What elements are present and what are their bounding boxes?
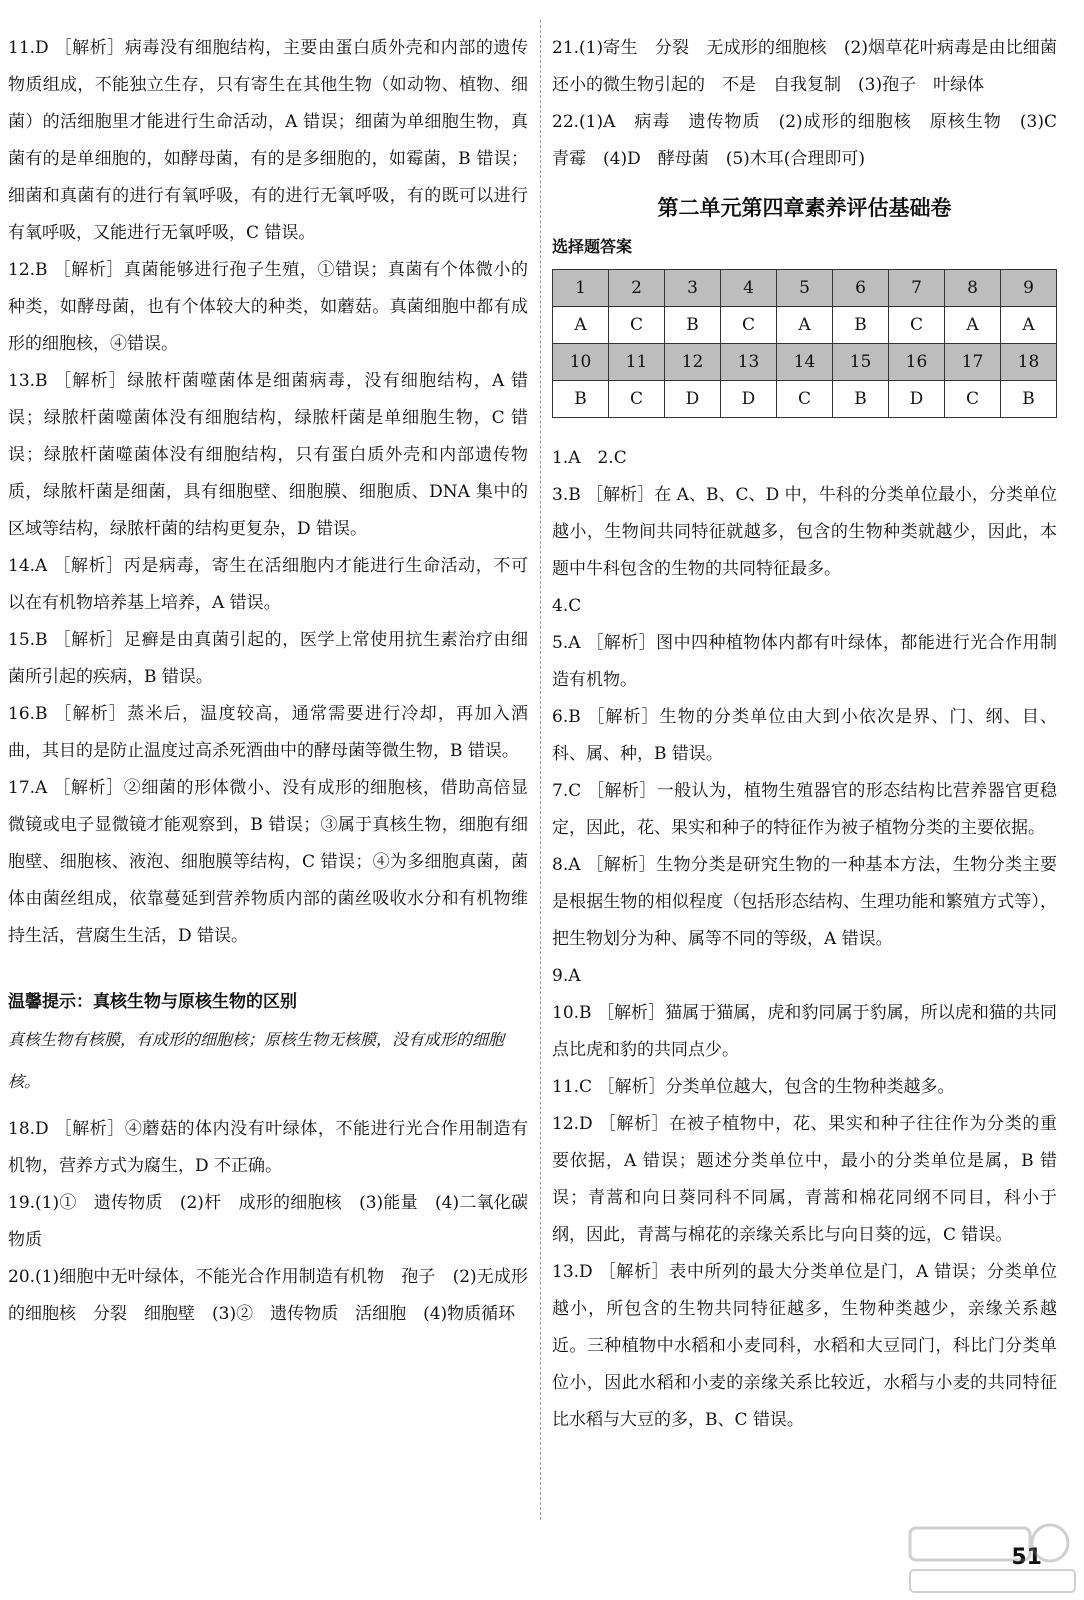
table-cell: B — [553, 381, 609, 418]
table-cell: 10 — [553, 344, 609, 381]
table-cell: 3 — [665, 270, 721, 307]
answer-item-3: 3.B ［解析］在 A、B、C、D 中，牛科的分类单位最小，分类单位越小，生物间共同特征就越多，包含的生物种类就越少，因此，本题中牛科包含的生物的共同特征最多。 — [552, 485, 1057, 579]
table-header-row — [553, 270, 1057, 307]
table-cell: B — [833, 381, 889, 418]
answer-item-12: 12.D ［解析］在被子植物中，花、果实和种子往往作为分类的重要依据，A 错误；题述分类单位中，最小的分类单位是属，B 错误；青蒿和向日葵同科不同属，青蒿和棉花同纲不同目，科小于纲，因此，青蒿与棉花的亲缘关系比与向日葵的远，C 错误。 — [552, 1114, 1057, 1245]
table-cell: C — [945, 381, 1001, 418]
answer-item-14: 14.A ［解析］丙是病毒，寄生在活细胞内才能进行生命活动，不可以在有机物培养基上培养，A 错误。 — [8, 556, 528, 613]
table-cell: 13 — [721, 344, 777, 381]
answer-item-5: 5.A ［解析］图中四种植物体内都有叶绿体，都能进行光合作用制造有机物。 — [552, 633, 1057, 690]
answer-item-15: 15.B ［解析］足癣是由真菌引起的，医学上常使用抗生素治疗由细菌所引起的疾病，B 错误。 — [8, 630, 528, 687]
answer-item-13: 13.D ［解析］表中所列的最大分类单位是门，A 错误；分类单位越小，所包含的生物共同特征越多，生物种类越少，亲缘关系越近。三种植物中水稻和小麦同科，水稻和大豆同门，科比门分类单位小，因此水稻和小麦的亲缘关系比较近，水稻与小麦的共同特征比水稻与大豆的多，B、C 错误。 — [552, 1262, 1057, 1430]
answer-item-7: 7.C ［解析］一般认为，植物生殖器官的形态结构比营养器官更稳定，因此，花、果实和种子的特征作为被子植物分类的主要依据。 — [552, 781, 1057, 838]
tip-body: 真核生物有核膜，有成形的细胞核；原核生物无核膜，没有成形的细胞核。 — [8, 1030, 505, 1091]
column-divider — [540, 20, 541, 1520]
answer-item-18: 18.D ［解析］④蘑菇的体内没有叶绿体，不能进行光合作用制造有机物，营养方式为腐生，D 不正确。 — [8, 1119, 528, 1176]
table-cell: 14 — [777, 344, 833, 381]
answer-item-20: 20.(1)细胞中无叶绿体，不能光合作用制造有机物 孢子 (2)无成形的细胞核 分裂 细胞壁 (3)② 遗传物质 活细胞 (4)物质循环 — [8, 1267, 528, 1324]
table-cell: 11 — [609, 344, 665, 381]
right-column — [552, 30, 1074, 1439]
table-cell: C — [609, 307, 665, 344]
table-cell: A — [945, 307, 1001, 344]
answer-item-16: 16.B ［解析］蒸米后，温度较高，通常需要进行冷却，再加入酒曲，其目的是防止温度过高杀死酒曲中的酵母菌等微生物，B 错误。 — [8, 704, 528, 761]
table-cell: 16 — [889, 344, 945, 381]
table-cell: A — [553, 307, 609, 344]
table-cell: 12 — [665, 344, 721, 381]
table-cell: 5 — [777, 270, 833, 307]
table-row — [553, 381, 1057, 418]
answer-item-11: 11.C ［解析］分类单位越大，包含的生物种类越多。 — [552, 1077, 955, 1097]
table-cell: D — [665, 381, 721, 418]
answer-table — [552, 269, 1057, 418]
table-caption: 选择题答案 — [552, 237, 633, 256]
tip-title: 温馨提示：真核生物与原核生物的区别 — [8, 992, 297, 1012]
answer-item-6: 6.B ［解析］生物的分类单位由大到小依次是界、门、纲、目、科、属、种，B 错误。 — [552, 707, 1057, 764]
table-cell: B — [665, 307, 721, 344]
table-cell: 7 — [889, 270, 945, 307]
page-number: 51 — [1011, 1545, 1042, 1570]
section-title: 第二单元第四章素养评估基础卷 — [657, 196, 952, 220]
table-cell: B — [833, 307, 889, 344]
answer-item-9: 9.A — [552, 966, 581, 986]
table-cell: D — [889, 381, 945, 418]
table-cell: 1 — [553, 270, 609, 307]
answer-item-1-2: 1.A 2.C — [552, 448, 627, 468]
answer-item-21: 21.(1)寄生 分裂 无成形的细胞核 (2)烟草花叶病毒是由比细菌还小的微生物引起的 不是 自我复制 (3)孢子 叶绿体 — [552, 38, 1057, 95]
table-cell: 6 — [833, 270, 889, 307]
table-cell: D — [721, 381, 777, 418]
left-column — [8, 30, 545, 1333]
table-cell: B — [1001, 381, 1057, 418]
table-cell: 15 — [833, 344, 889, 381]
table-row — [553, 307, 1057, 344]
table-cell: A — [1001, 307, 1057, 344]
answer-item-13: 13.B ［解析］绿脓杆菌噬菌体是细菌病毒，没有细胞结构，A 错误；绿脓杆菌噬菌体没有细胞结构，绿脓杆菌是单细胞生物，C 错误；绿脓杆菌噬菌体没有细胞结构，只有蛋白质外壳和内部遗传物质，绿脓杆菌是细菌，具有细胞壁、细胞膜、细胞质、DNA 集中的区域等结构，绿脓杆菌的结构更复杂，D 错误。 — [8, 371, 528, 539]
answer-item-12: 12.B ［解析］真菌能够进行孢子生殖，①错误；真菌有个体微小的种类，如酵母菌，也有个体较大的种类，如蘑菇。真菌细胞中都有成形的细胞核，④错误。 — [8, 260, 528, 354]
table-cell: 8 — [945, 270, 1001, 307]
table-cell: 18 — [1001, 344, 1057, 381]
answer-item-8: 8.A ［解析］生物分类是研究生物的一种基本方法，生物分类主要是根据生物的相似程度（包括形态结构、生理功能和繁殖方式等），把生物划分为种、属等不同的等级，A 错误。 — [552, 855, 1057, 949]
answer-item-4: 4.C — [552, 596, 582, 616]
watermark-logo — [900, 1518, 1080, 1598]
answer-item-22: 22.(1)A 病毒 遗传物质 (2)成形的细胞核 原核生物 (3)C 青霉 (4)D 酵母菌 (5)木耳(合理即可) — [552, 112, 1074, 169]
table-cell: C — [721, 307, 777, 344]
table-cell: C — [777, 381, 833, 418]
table-cell: A — [777, 307, 833, 344]
table-header-row — [553, 344, 1057, 381]
answer-item-19: 19.(1)① 遗传物质 (2)杆 成形的细胞核 (3)能量 (4)二氧化碳 物质 — [8, 1193, 545, 1250]
table-cell: C — [889, 307, 945, 344]
answer-item-11: 11.D ［解析］病毒没有细胞结构，主要由蛋白质外壳和内部的遗传物质组成，不能独立生存，只有寄生在其他生物（如动物、植物、细菌）的活细胞里才能进行生命活动，A 错误；细菌为单细胞生物，真菌有的是单细胞的，如酵母菌，有的是多细胞的，如霉菌，B 错误；细菌和真菌有的进行有氧呼吸，有的进行无氧呼吸，有的既可以进行有氧呼吸，又能进行无氧呼吸，C 错误。 — [8, 38, 528, 243]
table-cell: 4 — [721, 270, 777, 307]
table-cell: 17 — [945, 344, 1001, 381]
table-cell: 9 — [1001, 270, 1057, 307]
answer-item-10: 10.B ［解析］猫属于猫属，虎和豹同属于豹属，所以虎和猫的共同点比虎和豹的共同点少。 — [552, 1003, 1057, 1060]
answer-item-17: 17.A ［解析］②细菌的形体微小、没有成形的细胞核，借助高倍显微镜或电子显微镜才能观察到，B 错误；③属于真核生物，细胞有细胞壁、细胞核、液泡、细胞膜等结构，C 错误；④为多细胞真菌，菌体由菌丝组成，依靠蔓延到营养物质内部的菌丝吸收水分和有机物维持生活，营腐生生活，D 错误。 — [8, 778, 528, 946]
table-cell: 2 — [609, 270, 665, 307]
table-cell: C — [609, 381, 665, 418]
